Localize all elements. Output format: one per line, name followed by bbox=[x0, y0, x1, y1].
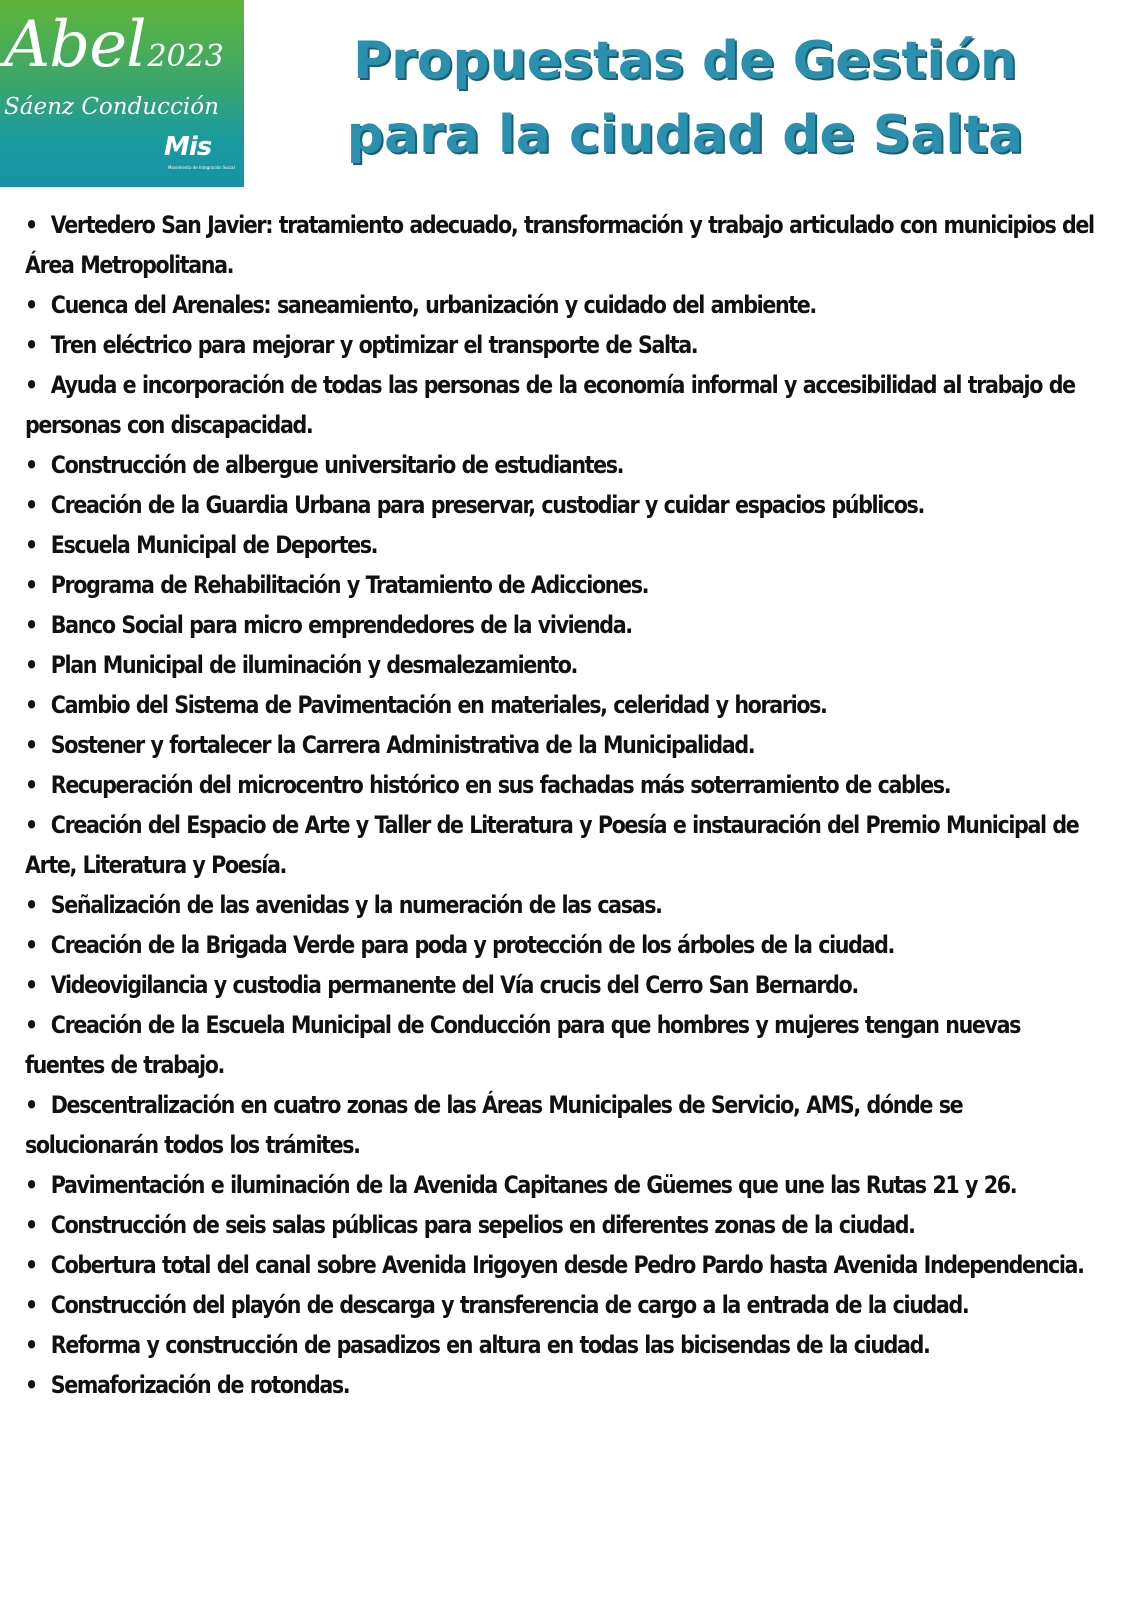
proposals-list bbox=[25, 205, 1110, 1405]
list-item: • Pavimentación e iluminación de la Avenida Capitanes de Güemes que une las Rutas 21 y 26. bbox=[25, 1165, 1100, 1205]
list-item: • Cambio del Sistema de Pavimentación en materiales, celeridad y horarios. bbox=[25, 685, 1100, 725]
list-item: • Semaforización de rotondas. bbox=[25, 1365, 1100, 1405]
logo-subtitle: Sáenz Conducción bbox=[4, 94, 219, 120]
list-item: • Sostener y fortalecer la Carrera Administrativa de la Municipalidad. bbox=[25, 725, 1100, 765]
list-item: • Construcción de albergue universitario de estudiantes. bbox=[25, 445, 1100, 485]
party-tagline: Movimiento de Integración Social bbox=[168, 165, 235, 170]
list-item: • Reforma y construcción de pasadizos en altura en todas las bicisendas de la ciudad. bbox=[25, 1325, 1100, 1365]
list-item: • Construcción del playón de descarga y transferencia de cargo a la entrada de la ciudad. bbox=[25, 1285, 1100, 1325]
list-item: • Recuperación del microcentro histórico en sus fachadas más soterramiento de cables. bbox=[25, 765, 1100, 805]
list-item: • Tren eléctrico para mejorar y optimizar el transporte de Salta. bbox=[25, 325, 1100, 365]
campaign-logo bbox=[0, 0, 244, 187]
logo-name: Abel bbox=[4, 8, 146, 82]
list-item: • Creación de la Brigada Verde para poda y protección de los árboles de la ciudad. bbox=[25, 925, 1100, 965]
page-title-line-1: Propuestas de Gestión bbox=[353, 31, 1017, 91]
page-title-line-2: para la ciudad de Salta bbox=[346, 105, 1024, 165]
list-item: • Cuenca del Arenales: saneamiento, urbanización y cuidado del ambiente. bbox=[25, 285, 1100, 325]
list-item: • Plan Municipal de iluminación y desmalezamiento. bbox=[25, 645, 1100, 685]
list-item: • Creación de la Escuela Municipal de Conducción para que hombres y mujeres tengan nuevas fuentes de trabajo. bbox=[25, 1005, 1100, 1085]
logo-title bbox=[4, 8, 224, 82]
list-item: • Creación del Espacio de Arte y Taller de Literatura y Poesía e instauración del Premio Municipal de Arte, Literatura y Poesía. bbox=[25, 805, 1100, 885]
list-item: • Programa de Rehabilitación y Tratamiento de Adicciones. bbox=[25, 565, 1100, 605]
list-item: • Señalización de las avenidas y la numeración de las casas. bbox=[25, 885, 1100, 925]
list-item: • Creación de la Guardia Urbana para preservar, custodiar y cuidar espacios públicos. bbox=[25, 485, 1100, 525]
page-title bbox=[260, 24, 1110, 172]
list-item: • Escuela Municipal de Deportes. bbox=[25, 525, 1100, 565]
list-item: • Videovigilancia y custodia permanente del Vía crucis del Cerro San Bernardo. bbox=[25, 965, 1100, 1005]
list-item: • Cobertura total del canal sobre Avenida Irigoyen desde Pedro Pardo hasta Avenida Independencia. bbox=[25, 1245, 1100, 1285]
list-item: • Banco Social para micro emprendedores de la vivienda. bbox=[25, 605, 1100, 645]
list-item: • Ayuda e incorporación de todas las personas de la economía informal y accesibilidad al trabajo de personas con discapacidad. bbox=[25, 365, 1100, 445]
list-item: • Construcción de seis salas públicas para sepelios en diferentes zonas de la ciudad. bbox=[25, 1205, 1100, 1245]
logo-year: 2023 bbox=[147, 39, 224, 74]
list-item: • Descentralización en cuatro zonas de las Áreas Municipales de Servicio, AMS, dónde se solucionarán todos los trámites. bbox=[25, 1085, 1100, 1165]
list-item: • Vertedero San Javier: tratamiento adecuado, transformación y trabajo articulado con municipios del Área Metropolitana. bbox=[25, 205, 1100, 285]
party-logo: Mis bbox=[164, 132, 212, 162]
